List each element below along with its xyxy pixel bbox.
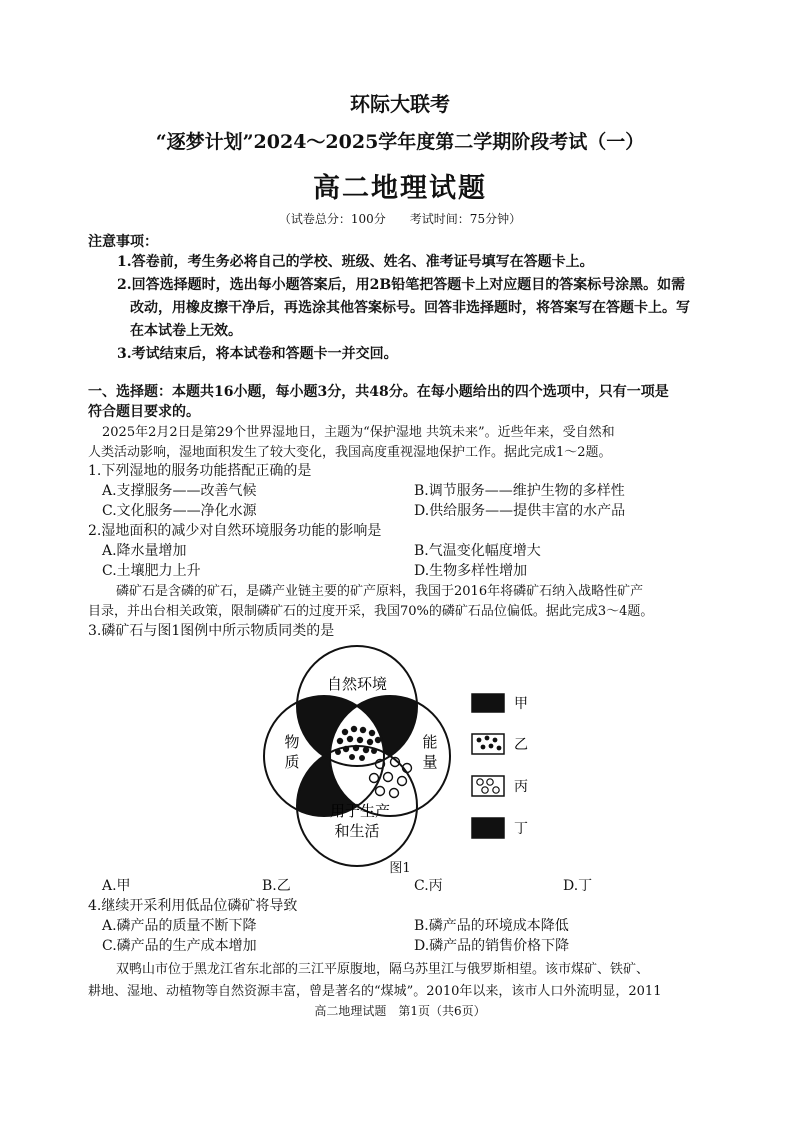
label-matter-2: 质 — [284, 753, 300, 771]
note-2-end: 在本试卷上无效。 — [130, 323, 242, 339]
question-1-option-d: D.供给服务——提供丰富的水产品 — [414, 503, 626, 519]
question-4-option-b: B.磷产品的环境成本降低 — [414, 918, 569, 934]
question-3-stem: 3.磷矿石与图1图例中所示物质同类的是 — [88, 623, 335, 639]
question-2-option-c: C.土壤肥力上升 — [102, 563, 201, 579]
label-energy-1: 能 — [422, 733, 438, 751]
note-1: 1.答卷前，考生务必将自己的学校、班级、姓名、准考证号填写在答题卡上。 — [117, 254, 594, 270]
question-2-option-b: B.气温变化幅度增大 — [414, 543, 541, 559]
question-4-option-d: D.磷产品的销售价格下降 — [414, 938, 570, 954]
question-3-option-a: A.甲 — [102, 878, 131, 894]
question-4-stem: 4.继续开采利用低品位磷矿将导致 — [88, 898, 298, 914]
passage-3-line-1: 双鸭山市位于黑龙江省东北部的三江平原腹地，隔乌苏里江与俄罗斯相望。该市煤矿、铁矿、 — [116, 962, 650, 977]
exam-name: “逐梦计划”2024～2025学年度第二学期阶段考试（一） — [155, 131, 645, 153]
legend-label-jia: 甲 — [514, 696, 528, 712]
page-title: 高二地理试题 — [313, 173, 487, 204]
figure-legend — [472, 694, 528, 838]
label-natural-environment: 自然环境 — [326, 675, 388, 693]
question-1-option-b: B.调节服务——维护生物的多样性 — [414, 483, 625, 499]
passage-1-line-2: 人类活动影响，湿地面积发生了较大变化，我国高度重视湿地保护工作。据此完成1～2题。 — [88, 445, 612, 460]
passage-1-line-1: 2025年2月2日是第29个世界湿地日，主题为“保护湿地 共筑未来”。近些年来，受自然和 — [102, 425, 615, 440]
legend-label-ding: 丁 — [514, 821, 528, 837]
question-3-option-b: B.乙 — [262, 878, 291, 894]
question-1-stem: 1.下列湿地的服务功能搭配正确的是 — [88, 463, 312, 479]
figure-1-caption: 图1 — [389, 861, 411, 876]
question-4-option-a: A.磷产品的质量不断下降 — [102, 918, 257, 934]
passage-2-line-2: 目录，并出台相关政策，限制磷矿石的过度开采，我国70%的磷矿石品位偏低。据此完成3～4题。 — [88, 604, 654, 619]
note-3: 3.考试结束后，将本试卷和答题卡一并交回。 — [117, 346, 398, 362]
legend-label-bing: 丙 — [514, 779, 528, 795]
label-production-life-1: 用于生产 — [329, 802, 391, 820]
notes-heading: 注意事项： — [88, 234, 158, 250]
label-matter-1: 物 — [284, 733, 300, 751]
note-2-cont: 改动，用橡皮擦干净后，再选涂其他答案标号。回答非选择题时，将答案写在答题卡上。写 — [130, 300, 690, 316]
question-2-option-a: A.降水量增加 — [102, 543, 187, 559]
question-2-stem: 2.湿地面积的减少对自然环境服务功能的影响是 — [88, 523, 382, 539]
label-production-life-2: 和生活 — [334, 822, 380, 840]
passage-2-line-1: 磷矿石是含磷的矿石，是磷产业链主要的矿产原料，我国于2016年将磷矿石纳入战略性矿产 — [116, 584, 644, 599]
legend-label-yi: 乙 — [514, 737, 528, 753]
question-2-option-d: D.生物多样性增加 — [414, 563, 528, 579]
question-3-option-c: C.丙 — [414, 878, 443, 894]
exam-organizer: 环际大联考 — [350, 92, 450, 116]
note-2: 2.回答选择题时，选出每小题答案后，用2B铅笔把答题卡上对应题目的答案标号涂黑。如需 — [117, 277, 686, 293]
question-4-option-c: C.磷产品的生产成本增加 — [102, 938, 257, 954]
figure-1-venn-diagram — [250, 640, 570, 872]
question-1-option-c: C.文化服务——净化水源 — [102, 503, 257, 519]
question-3-option-d: D.丁 — [563, 878, 593, 894]
section-heading: 一、选择题：本题共16小题，每小题3分，共48分。在每小题给出的四个选项中，只有一项是 — [88, 384, 669, 400]
legend-swatch-ding — [472, 818, 504, 838]
passage-3-line-2: 耕地、湿地、动植物等自然资源丰富，曾是著名的“煤城”。2010年以来，该市人口外流明显，2011 — [88, 984, 662, 999]
section-heading-cont: 符合题目要求的。 — [88, 404, 200, 420]
exam-meta: （试卷总分：100分 考试时间：75分钟） — [278, 212, 522, 226]
page-footer: 高二地理试题 第1页（共6页） — [314, 1004, 486, 1018]
label-energy-2: 量 — [422, 753, 438, 771]
legend-swatch-jia — [472, 694, 504, 712]
question-1-option-a: A.支撑服务——改善气候 — [102, 483, 257, 499]
